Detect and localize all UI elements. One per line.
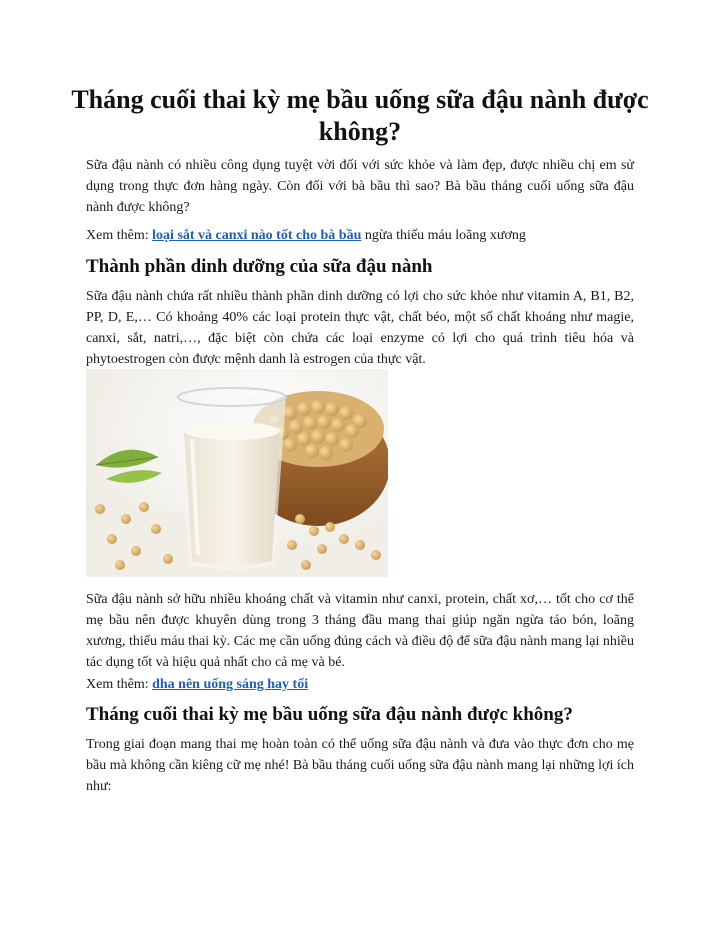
intro-paragraph: Sữa đậu nành có nhiều công dụng tuyệt vời đối với sức khỏe và làm đẹp, được nhiều chị em sử dụng trong thực đơn hàng ngày. Còn đối với bà bầu thì sao? Bà bầu tháng cuối uống sữa đậu nành được không?: [86, 158, 634, 215]
see-more-suffix: ngừa thiếu máu loãng xương: [361, 228, 526, 243]
page-title: Tháng cuối thai kỳ mẹ bầu uống sữa đậu nành được không?: [71, 85, 649, 146]
see-more-line-2: [86, 674, 634, 695]
last-trimester-paragraph: Trong giai đoạn mang thai mẹ hoàn toàn có thể uống sữa đậu nành và đưa vào thực đơn cho mẹ bầu mà không cần kiêng cữ mẹ nhé! Bà bầu tháng cuối uống sữa đậu nành mang lại những lợi ích như:: [86, 737, 634, 794]
see-more-prefix: Xem thêm:: [86, 228, 153, 243]
section-heading-last-trimester: Tháng cuối thai kỳ mẹ bầu uống sữa đậu nành được không?: [86, 704, 573, 725]
see-more-prefix: Xem thêm:: [86, 677, 153, 692]
nutrition-paragraph: Sữa đậu nành chứa rất nhiều thành phần dinh dưỡng có lợi cho sức khỏe như vitamin A, B1, B2, PP, D, E,… Có khoảng 40% các loại protein thực vật, chất béo, một số chất khoáng như magie, canxi, sắt, natri,…, đặc biệt còn chứa các loại enzyme có lợi cho quá trình tiêu hóa và phytoestrogen còn được mệnh danh là estrogen của thực vật.: [86, 289, 634, 367]
section-heading-nutrition: Thành phần dinh dưỡng của sữa đậu nành: [86, 256, 433, 277]
see-more-link-dha[interactable]: dha nên uống sáng hay tối: [152, 677, 309, 692]
soy-milk-image: [86, 369, 388, 577]
see-more-line-1: [86, 225, 634, 246]
see-more-link-iron-calcium[interactable]: loại sắt và canxi nào tốt cho bà bầu: [152, 228, 362, 243]
minerals-paragraph: Sữa đậu nành sở hữu nhiều khoáng chất và vitamin như canxi, protein, chất xơ,… tốt cho cơ thể mẹ bầu nên được khuyên dùng trong 3 tháng đầu mang thai giúp ngăn ngừa táo bón, loãng xương, thiếu máu thai kỳ. Các mẹ cần uống đúng cách và điều độ để sữa đậu nành mang lại nhiều tác dụng tốt và hiệu quả nhất cho cả mẹ và bé.: [86, 592, 634, 670]
